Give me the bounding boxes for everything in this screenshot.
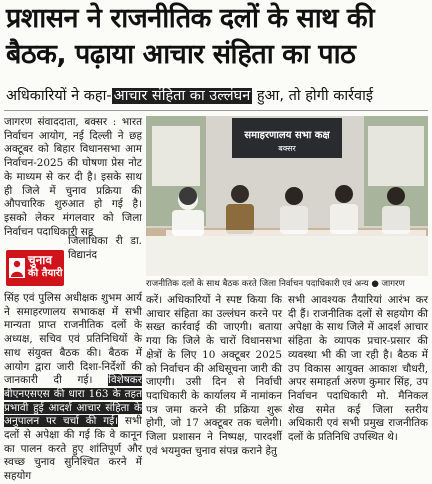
photo-banner-sub: बक्सर xyxy=(278,144,296,153)
headline-divider xyxy=(4,110,428,111)
article-col1-body: सिंह एवं पुलिस अधीक्षक शुभम आर्य ने समाहरणालय सभाकक्ष में सभी मान्यता प्राप्त राजनीतिक दलों के अध्यक्ष, सचिव एवं प्रतिनिधियों के साथ संयुक्त बैठक की। बैठक में आयोग द्वारा जारी दिशा-निर्देशों की जानकारी दी गई। xyxy=(4,292,142,387)
logo-text xyxy=(28,254,63,280)
meeting-photo xyxy=(146,116,428,276)
person-icon xyxy=(9,258,25,278)
article-col2: करें। अधिकारियों ने स्पष्ट किया कि आचार संहिता का उल्लंघन करने पर सख्त कार्रवाई की जाएगी। बताया गया कि जिले के चारों विधानसभा क्षेत्रों के लिए 10 अक्टूबर 2025 को निर्वाचन की अधिसूचना जारी की जाएगी। उसी दिन से निर्वाची पदाधिकारी के कार्यालय में नामांकन पत्र जमा करने की प्रक्रिया शुरू होगी, जो 17 अक्टूबर तक चलेगी। जिला प्रशासन ने निष्पक्ष, पारदर्शी एवं भयमुक्त चुनाव संपन्न कराने हेतु xyxy=(146,294,282,457)
headline-line-2: बैठक, पढ़ाया आचार संहिता का पाठ xyxy=(6,39,356,70)
election-prep-logo xyxy=(6,250,64,286)
subheadline-highlight: आचार संहिता का उल्लंघन xyxy=(113,88,251,104)
subheadline xyxy=(6,86,428,106)
article-col1-rest xyxy=(4,292,142,484)
article-col1-logo-side: जिलाधिका री डा. विद्यानंद xyxy=(68,235,142,261)
subheadline-before: अधिकारियों ने कहा- xyxy=(6,88,112,104)
article-col1-end: सभी दलों से अपेक्षा की गई कि वे कानून का पालन करते हुए शांतिपूर्ण और स्वच्छ चुनाव सुनिश्चित करने में सहयोग xyxy=(4,415,142,483)
article-col3: सभी आवश्यक तैयारियां आरंभ कर दी हैं। राजनीतिक दलों से सहयोग की अपेक्षा के साथ जिले में आदर्श आचार संहिता के व्यापक प्रचार-प्रसार की व्यवस्था भी की जा रही है। बैठक में उप विकास आयुक्त आकाश चौधरी, अपर समाहर्ता अरुण कुमार सिंह, उप निर्वाचन पदाधिकारी मो. मैनिकल शेख समेत कई जिला स्तरीय अधिकारी एवं सभी प्रमुख राजनीतिक दलों के प्रतिनिधि उपस्थित थे। xyxy=(288,294,428,444)
article-col1-top: जागरण संवाददाता, बक्सर : भारत निर्वाचन आयोग, नई दिल्ली ने छह अक्टूबर को बिहार विधानसभा आम निर्वाचन-2025 की घोषणा प्रेस नोट के माध्यम से कर दी है। इसके साथ ही जिले में चुनाव प्रक्रिया की औपचारिक शुरुआत हो गई है। इसको लेकर मंगलवार को जिला निर्वाचन पदाधिकारी सह xyxy=(4,116,142,238)
headline-line-1: प्रशासन ने राजनीतिक दलों के साथ की xyxy=(6,3,375,34)
subheadline-after: हुआ, तो होगी कार्रवाई xyxy=(252,88,373,104)
article-col1-highlight: विशेषकर बीएनएसएस की धारा 163 के तहत प्रभावी हुई आदर्श आचार संहिता के अनुपालन पर चर्चा की गई। xyxy=(4,374,142,428)
logo-line-1: चुनाव xyxy=(28,253,53,267)
photo-banner: समाहरणालय सभा कक्ष xyxy=(244,130,330,141)
logo-line-2: की तैयारी xyxy=(28,268,63,279)
meeting-photo-scene xyxy=(146,116,428,276)
photo-caption: राजनीतिक दलों के साथ बैठक करते जिला निर्वाचन पदाधिकारी एवं अन्य ● जागरण xyxy=(146,279,405,289)
